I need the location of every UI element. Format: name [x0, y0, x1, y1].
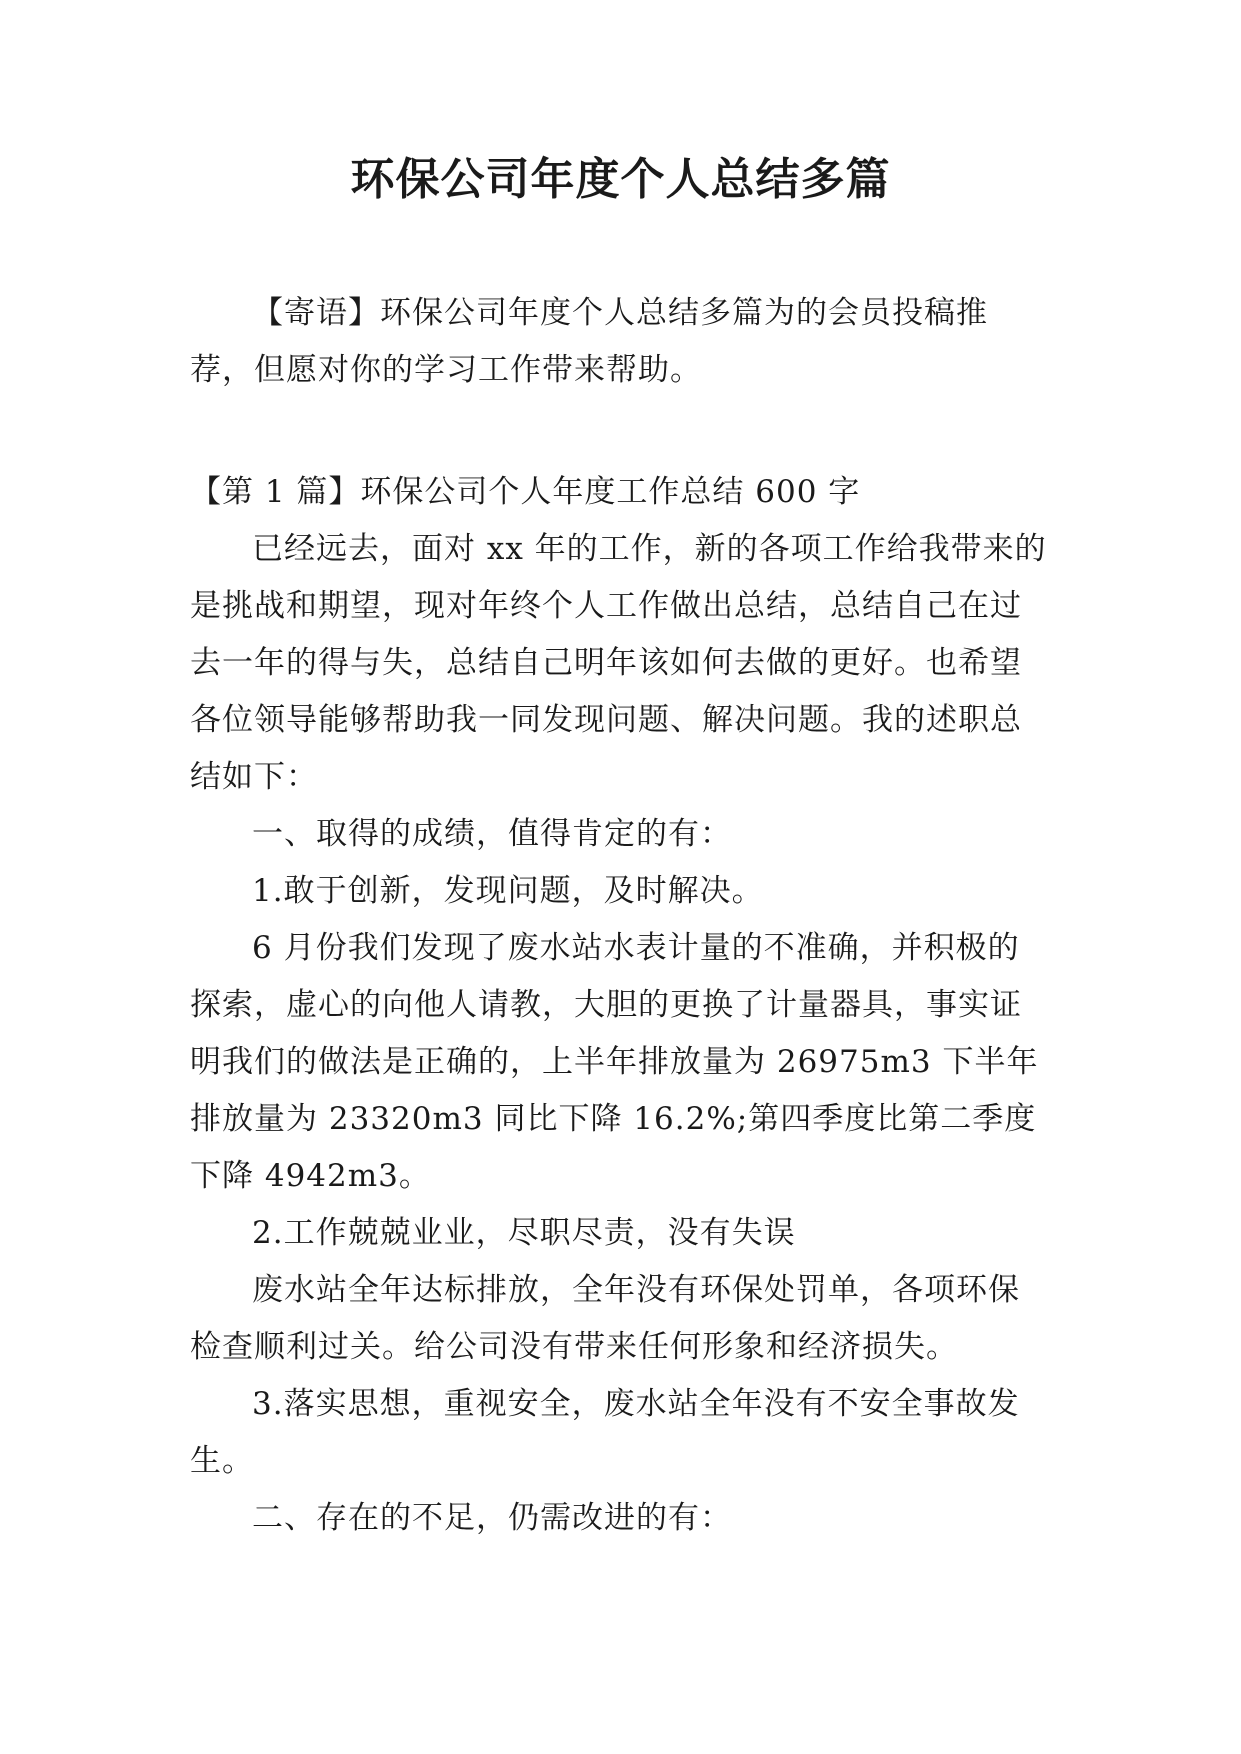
- body-paragraph: 一、取得的成绩，值得肯定的有：: [252, 816, 732, 852]
- article-body: [190, 464, 1050, 1547]
- intro-block: [190, 285, 1050, 399]
- body-paragraph: 1.敢于创新，发现问题，及时解决。: [252, 873, 764, 909]
- body-paragraph: 6 月份我们发现了废水站水表计量的不准确，并积极的探索，虚心的向他人请教，大胆的更换了计量器具，事实证明我们的做法是正确的，上半年排放量为 26975m3 下半年排放量为 23320m3 同比下降 16.2%;第四季度比第二季度下降 4942m3。: [190, 930, 1039, 1194]
- body-paragraph: 二、存在的不足，仍需改进的有：: [252, 1500, 732, 1536]
- body-paragraph: 废水站全年达标排放，全年没有环保处罚单，各项环保检查顺利过关。给公司没有带来任何形象和经济损失。: [190, 1272, 1020, 1365]
- section-heading: 【第 1 篇】环保公司个人年度工作总结 600 字: [190, 474, 861, 510]
- intro-paragraph: 【寄语】环保公司年度个人总结多篇为的会员投稿推荐，但愿对你的学习工作带来帮助。: [190, 295, 988, 388]
- document-title: 环保公司年度个人总结多篇: [350, 154, 891, 205]
- body-paragraph: 已经远去，面对 xx 年的工作，新的各项工作给我带来的是挑战和期望，现对年终个人工作做出总结，总结自己在过去一年的得与失，总结自己明年该如何去做的更好。也希望各位领导能够帮助我一同发现问题、解决问题。我的述职总结如下：: [190, 531, 1047, 795]
- body-paragraph: 2.工作兢兢业业，尽职尽责，没有失误: [252, 1215, 796, 1251]
- body-paragraph: 3.落实思想，重视安全，废水站全年没有不安全事故发生。: [190, 1386, 1020, 1479]
